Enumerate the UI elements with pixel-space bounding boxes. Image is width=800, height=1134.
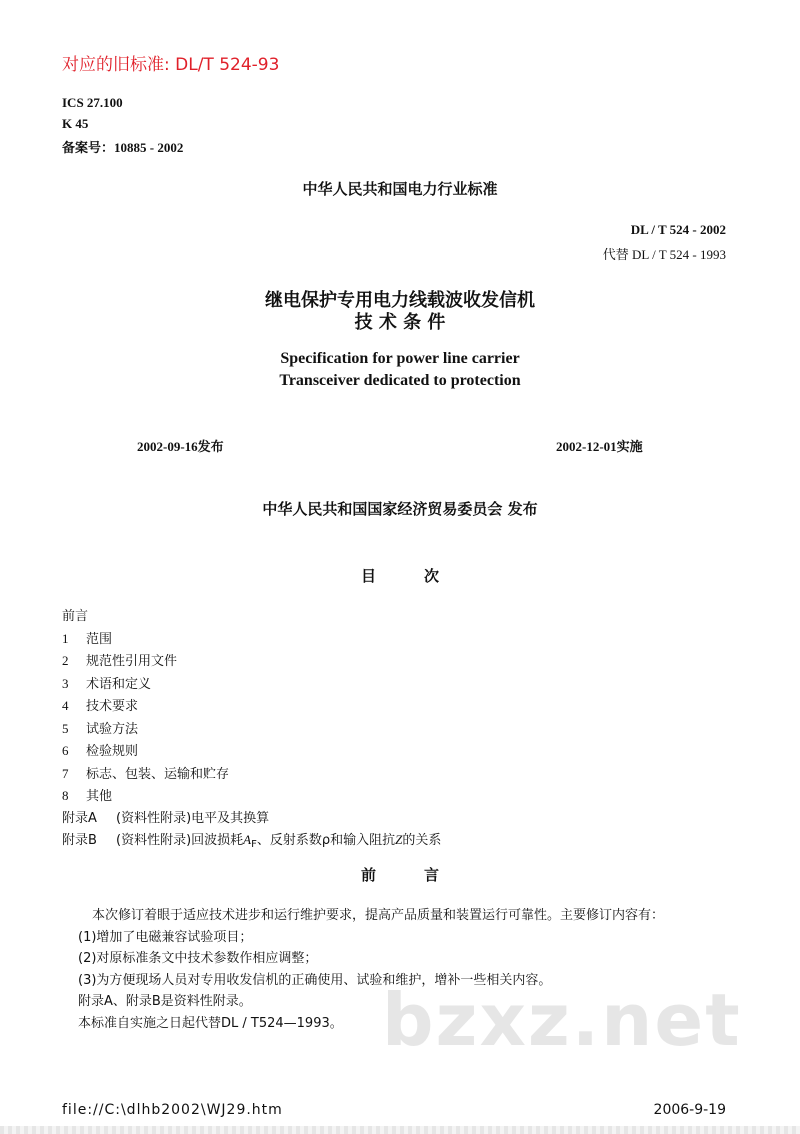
- toc-item-foreword[interactable]: 前言: [62, 609, 89, 624]
- appendix-title: (资料性附录)电平及其换算: [116, 810, 270, 826]
- toc-title: 检验规则: [86, 744, 139, 759]
- toc-title: 技术要求: [86, 699, 139, 714]
- standard-number: DL / T 524 - 2002: [630, 222, 726, 237]
- toc-title: 标志、包装、运输和贮存: [86, 766, 230, 782]
- old-standard-note: 对应的旧标准: DL/T 524-93: [62, 55, 280, 75]
- foreword-body: [78, 905, 664, 1034]
- toc-item[interactable]: [62, 650, 441, 673]
- foreword-paragraph: (1)增加了电磁兼容试验项目；: [78, 929, 253, 945]
- toc-title: 其他: [86, 789, 113, 804]
- z-symbol: Z: [395, 832, 403, 847]
- toc-number: 3: [62, 675, 69, 691]
- foreword-paragraph: 附录A、附录B是资料性附录。: [78, 994, 252, 1009]
- table-of-contents: [62, 606, 441, 856]
- foreword-paragraph: (2)对原标准条文中技术参数作相应调整；: [78, 951, 318, 966]
- toc-item[interactable]: [62, 673, 441, 696]
- foreword-heading: 前言: [360, 866, 487, 884]
- industry-standard-heading: 中华人民共和国电力行业标准: [302, 180, 498, 198]
- appendix-label: 附录A: [62, 810, 97, 826]
- record-number: 备案号：10885 - 2002: [62, 140, 184, 155]
- foreword-paragraph: 本次修订着眼于适应技术进步和运行维护要求，提高产品质量和装置运行可靠性。主要修订内容有：: [92, 908, 665, 923]
- toc-title: 范围: [86, 631, 113, 647]
- toc-item[interactable]: [62, 740, 441, 763]
- toc-title: 试验方法: [86, 721, 139, 737]
- toc-number: 8: [62, 788, 69, 803]
- title-cn-line2: 技 术 条 件: [354, 312, 446, 333]
- implement-date: 2002-12-01实施: [556, 439, 643, 454]
- toc-title: 规范性引用文件: [86, 654, 178, 669]
- toc-item[interactable]: [62, 695, 441, 718]
- toc-number: 2: [62, 653, 69, 668]
- footer-file-path: file://C:\dlhb2002\WJ29.htm: [62, 1102, 283, 1118]
- toc-number: 7: [62, 765, 69, 781]
- title-cn-line1: 继电保护专用电力线载波收发信机: [265, 290, 535, 311]
- appendix-title-post: 的关系: [402, 833, 442, 848]
- publisher: 中华人民共和国国家经济贸易委员会 发布: [262, 500, 538, 518]
- toc-appendix-b[interactable]: [62, 829, 441, 856]
- toc-number: 6: [62, 743, 69, 758]
- appendix-title-mid2: 和输入阻抗: [330, 833, 396, 848]
- toc-item[interactable]: [62, 785, 441, 808]
- title-en-line1: Specification for power line carrier: [280, 350, 520, 367]
- publish-date: 2002-09-16发布: [137, 439, 224, 454]
- title-en-line2: Transceiver dedicated to protection: [279, 372, 521, 389]
- ics-code: ICS 27.100: [62, 95, 123, 110]
- toc-item[interactable]: [62, 628, 441, 651]
- foreword-paragraph: 本标准自实施之日起代替DL / T524—1993。: [78, 1015, 343, 1031]
- toc-number: 5: [62, 720, 69, 736]
- classification-code: K 45: [62, 116, 89, 131]
- af-symbol: A: [243, 832, 252, 847]
- af-subscript: F: [251, 839, 257, 850]
- toc-title: 术语和定义: [86, 676, 152, 692]
- watermark: bzxz.net: [382, 978, 742, 1062]
- toc-heading: 目次: [360, 567, 487, 585]
- appendix-title-pre: (资料性附录)回波损耗: [116, 833, 244, 848]
- foreword-paragraph: (3)为方便现场人员对专用收发信机的正确使用、试验和维护，增补一些相关内容。: [78, 972, 552, 988]
- toc-number: 4: [62, 698, 69, 713]
- appendix-title-mid: 、反射系数: [256, 833, 322, 848]
- toc-item[interactable]: [62, 763, 441, 786]
- bottom-strip: [0, 1126, 800, 1134]
- toc-appendix-a[interactable]: [62, 808, 441, 830]
- replaces-standard: 代替 DL / T 524 - 1993: [602, 247, 726, 262]
- footer-date: 2006-9-19: [653, 1102, 726, 1118]
- toc-number: 1: [62, 630, 69, 646]
- toc-item[interactable]: [62, 718, 441, 741]
- rho-symbol: ρ: [321, 833, 331, 848]
- appendix-label: 附录B: [62, 833, 97, 848]
